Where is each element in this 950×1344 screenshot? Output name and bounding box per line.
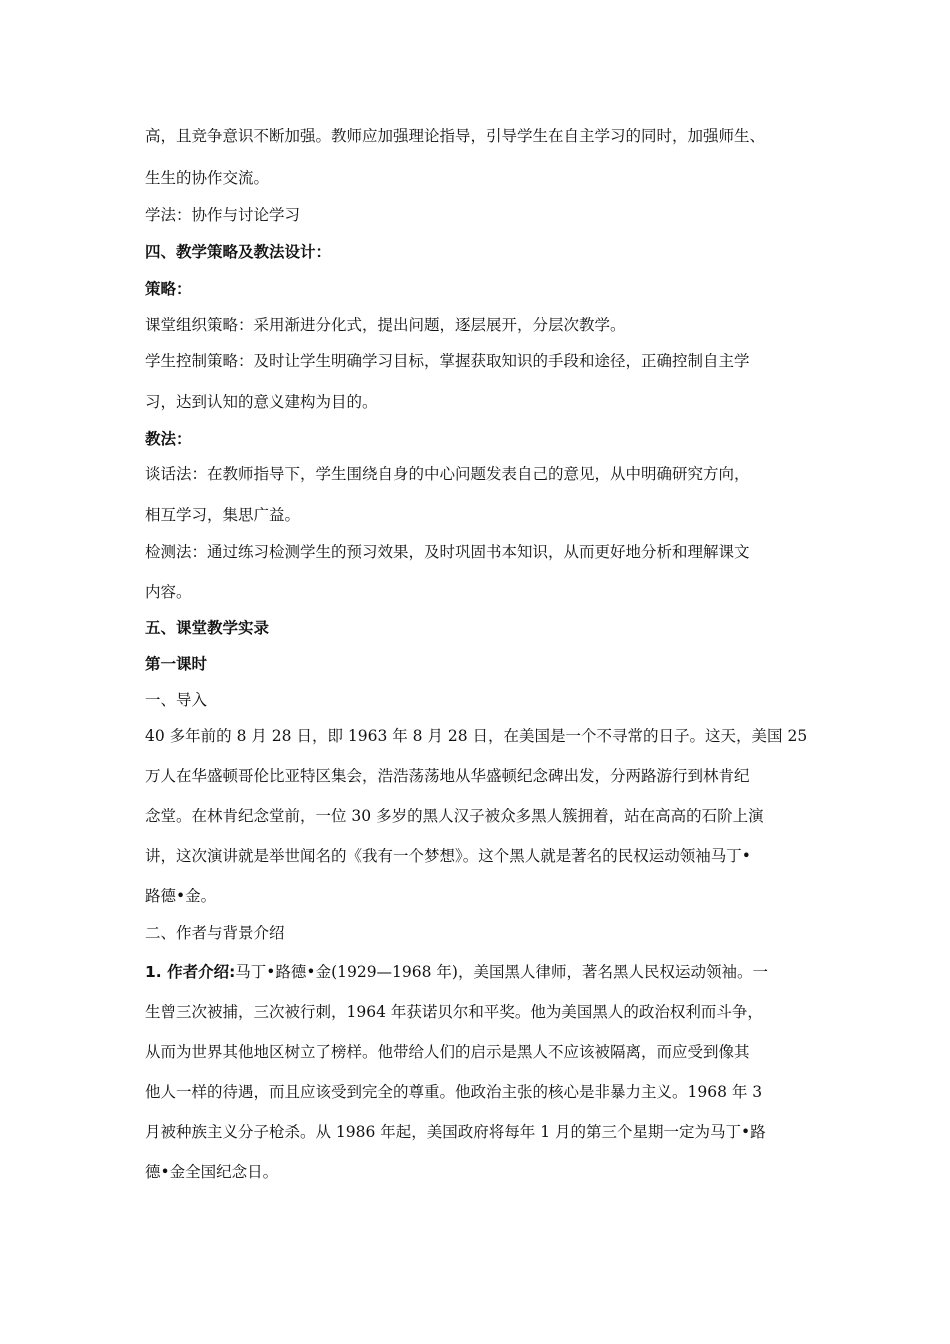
body-text-line: 念堂。在林肯纪念堂前，一位 30 多岁的黑人汉子被众多黑人簇拥着，站在高高的石阶上演: [145, 807, 764, 825]
body-text-line: 学法：协作与讨论学习: [145, 206, 301, 224]
body-text-line: 他人一样的待遇，而且应该受到完全的尊重。他政治主张的核心是非暴力主义。1968 年 3: [145, 1083, 763, 1101]
body-text-line: 课堂组织策略：采用渐进分化式，提出问题，逐层展开，分层次教学。: [145, 316, 626, 334]
body-text-line: 月被种族主义分子枪杀。从 1986 年起，美国政府将每年 1 月的第三个星期一定为马丁•路: [145, 1123, 766, 1141]
body-text-line: 讲，这次演讲就是举世闻名的《我有一个梦想》。这个黑人就是著名的民权运动领袖马丁•: [145, 847, 751, 865]
body-text-line: 相互学习，集思广益。: [145, 506, 301, 524]
body-text-line: 高，且竞争意识不断加强。教师应加强理论指导，引导学生在自主学习的同时，加强师生、: [145, 127, 766, 145]
body-text-line: 谈话法：在教师指导下，学生围绕自身的中心问题发表自己的意见，从中明确研究方向，: [145, 465, 750, 483]
subsection-heading: 教法：: [145, 430, 192, 448]
section-heading: 四、教学策略及教法设计：: [145, 243, 332, 261]
author-intro-label: 1. 作者介绍:: [145, 963, 236, 981]
body-text-line: 内容。: [145, 583, 192, 601]
subsection-heading: 第一课时: [145, 655, 208, 673]
body-text-line: 万人在华盛顿哥伦比亚特区集会，浩浩荡荡地从华盛顿纪念碑出发，分两路游行到林肯纪: [145, 767, 750, 785]
body-text-line: 二、作者与背景介绍: [145, 924, 285, 942]
section-heading: 五、课堂教学实录: [145, 619, 270, 637]
body-text-line: 路德•金。: [145, 887, 217, 905]
body-text-line: 习，达到认知的意义建构为目的。: [145, 393, 378, 411]
subsection-heading: 策略：: [145, 280, 192, 298]
body-text-line: 检测法：通过练习检测学生的预习效果，及时巩固书本知识，从而更好地分析和理解课文: [145, 543, 750, 561]
body-text-line: 学生控制策略：及时让学生明确学习目标，掌握获取知识的手段和途径，正确控制自主学: [145, 352, 750, 370]
body-text-line: 从而为世界其他地区树立了榜样。他带给人们的启示是黑人不应该被隔离，而应受到像其: [145, 1043, 750, 1061]
body-text-line: 生曾三次被捕，三次被行刺，1964 年获诺贝尔和平奖。他为美国黑人的政治权利而斗争，: [145, 1003, 763, 1021]
body-text-line: 40 多年前的 8 月 28 日，即 1963 年 8 月 28 日，在美国是一个不寻常的日子。这天，美国 25: [145, 727, 808, 745]
author-intro-text: 马丁•路德•金(1929—1968 年)，美国黑人律师，著名黑人民权运动领袖。一: [235, 963, 768, 981]
body-text-line: 德•金全国纪念日。: [145, 1163, 279, 1181]
body-text-line: 生生的协作交流。: [145, 169, 270, 187]
body-text-line: 一、导入: [145, 691, 208, 709]
body-text-line: [145, 962, 768, 982]
